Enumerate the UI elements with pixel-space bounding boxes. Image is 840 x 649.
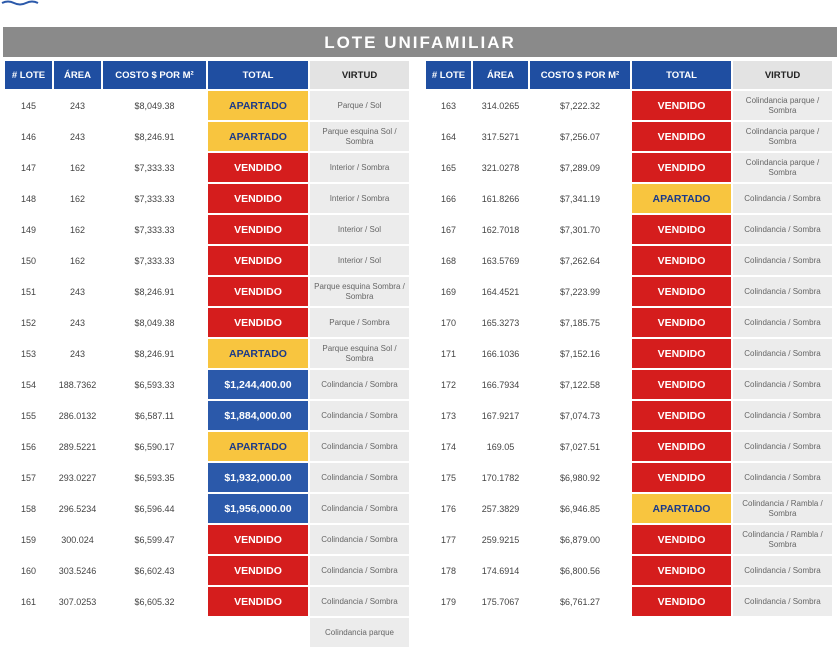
costo-cell: $7,222.32 <box>530 91 630 120</box>
total-status-cell: VENDIDO <box>632 525 731 554</box>
lote-cell: 146 <box>5 122 52 151</box>
virtud-cell: Colindancia / Sombra <box>733 587 832 616</box>
costo-cell: $7,027.51 <box>530 432 630 461</box>
virtud-cell: Colindancia / Sombra <box>310 401 409 430</box>
total-status-cell: APARTADO <box>208 122 308 151</box>
area-cell: 303.5246 <box>54 556 101 585</box>
lote-cell: 147 <box>5 153 52 182</box>
area-cell: 293.0227 <box>54 463 101 492</box>
costo-cell: $7,333.33 <box>103 184 206 213</box>
table-row <box>426 91 832 120</box>
table-row <box>426 370 832 399</box>
total-status-cell: VENDIDO <box>208 308 308 337</box>
total-status-cell: VENDIDO <box>632 153 731 182</box>
lote-cell: 165 <box>426 153 471 182</box>
table-row <box>5 525 409 554</box>
total-status-cell: VENDIDO <box>208 525 308 554</box>
area-cell: 170.1782 <box>473 463 528 492</box>
area-cell: 257.3829 <box>473 494 528 523</box>
header-lote: # LOTE <box>5 61 52 89</box>
lote-cell: 173 <box>426 401 471 430</box>
area-cell: 162 <box>54 184 101 213</box>
costo-cell: $6,800.56 <box>530 556 630 585</box>
table-row <box>426 494 832 523</box>
area-cell: 162 <box>54 246 101 275</box>
table-row <box>5 432 409 461</box>
costo-cell: $8,246.91 <box>103 277 206 306</box>
area-cell: 162 <box>54 153 101 182</box>
header-virtud: VIRTUD <box>310 61 409 89</box>
table-row <box>5 277 409 306</box>
virtud-cell: Interior / Sol <box>310 246 409 275</box>
virtud-cell: Colindancia / Rambla / Sombra <box>733 494 832 523</box>
virtud-cell: Colindancia / Rambla / Sombra <box>733 525 832 554</box>
costo-cell: $6,593.35 <box>103 463 206 492</box>
total-status-cell: VENDIDO <box>632 432 731 461</box>
lote-cell: 148 <box>5 184 52 213</box>
table-row <box>5 401 409 430</box>
total-status-cell <box>208 618 308 647</box>
virtud-cell: Parque / Sombra <box>310 308 409 337</box>
total-status-cell: APARTADO <box>208 339 308 368</box>
total-status-cell: VENDIDO <box>208 153 308 182</box>
lote-cell: 175 <box>426 463 471 492</box>
lote-cell: 149 <box>5 215 52 244</box>
lote-cell: 152 <box>5 308 52 337</box>
total-status-cell: VENDIDO <box>208 587 308 616</box>
virtud-cell: Colindancia / Sombra <box>310 494 409 523</box>
area-cell: 175.7067 <box>473 587 528 616</box>
virtud-cell: Parque / Sol <box>310 91 409 120</box>
table-row <box>426 339 832 368</box>
costo-cell: $6,946.85 <box>530 494 630 523</box>
area-cell: 289.5221 <box>54 432 101 461</box>
area-cell: 162 <box>54 215 101 244</box>
virtud-cell: Parque esquina Sol / Sombra <box>310 122 409 151</box>
lote-cell: 151 <box>5 277 52 306</box>
header-virtud: VIRTUD <box>733 61 832 89</box>
total-status-cell: VENDIDO <box>632 339 731 368</box>
area-cell: 259.9215 <box>473 525 528 554</box>
table-row <box>426 184 832 213</box>
total-status-cell: VENDIDO <box>632 308 731 337</box>
costo-cell: $7,333.33 <box>103 153 206 182</box>
lote-cell: 177 <box>426 525 471 554</box>
table-row <box>5 587 409 616</box>
total-status-cell: VENDIDO <box>632 246 731 275</box>
costo-cell: $6,602.43 <box>103 556 206 585</box>
virtud-cell: Colindancia / Sombra <box>733 184 832 213</box>
virtud-cell: Parque esquina Sol / Sombra <box>310 339 409 368</box>
area-cell: 161.8266 <box>473 184 528 213</box>
virtud-cell: Parque esquina Sombra / Sombra <box>310 277 409 306</box>
table-row <box>5 122 409 151</box>
area-cell: 174.6914 <box>473 556 528 585</box>
costo-cell: $7,074.73 <box>530 401 630 430</box>
area-cell: 243 <box>54 339 101 368</box>
table-row <box>426 587 832 616</box>
virtud-cell: Colindancia / Sombra <box>733 215 832 244</box>
virtud-cell: Colindancia / Sombra <box>733 556 832 585</box>
virtud-cell: Colindancia / Sombra <box>310 463 409 492</box>
table-row <box>5 494 409 523</box>
table-row <box>5 246 409 275</box>
area-cell: 317.5271 <box>473 122 528 151</box>
total-status-cell: VENDIDO <box>208 184 308 213</box>
virtud-cell: Colindancia / Sombra <box>733 370 832 399</box>
costo-cell: $6,587.11 <box>103 401 206 430</box>
virtud-cell: Interior / Sombra <box>310 184 409 213</box>
total-status-cell: VENDIDO <box>208 556 308 585</box>
total-status-cell: APARTADO <box>632 184 731 213</box>
table-row <box>426 432 832 461</box>
header-area: ÁREA <box>54 61 101 89</box>
area-cell <box>54 618 101 647</box>
total-status-cell: VENDIDO <box>632 215 731 244</box>
virtud-cell: Colindancia parque / Sombra <box>733 122 832 151</box>
area-cell: 314.0265 <box>473 91 528 120</box>
area-cell: 164.4521 <box>473 277 528 306</box>
lots-table-right <box>424 59 834 630</box>
virtud-cell: Interior / Sombra <box>310 153 409 182</box>
costo-cell: $6,980.92 <box>530 463 630 492</box>
header-costo: COSTO $ POR M² <box>530 61 630 89</box>
costo-cell: $7,185.75 <box>530 308 630 337</box>
virtud-cell: Interior / Sol <box>310 215 409 244</box>
header-total: TOTAL <box>208 61 308 89</box>
costo-cell: $6,590.17 <box>103 432 206 461</box>
header-area: ÁREA <box>473 61 528 89</box>
virtud-cell: Colindancia parque / Sombra <box>733 153 832 182</box>
costo-cell: $7,152.16 <box>530 339 630 368</box>
page-title: LOTE UNIFAMILIAR <box>3 27 837 57</box>
logo-wave-icon <box>0 0 60 8</box>
lote-cell: 163 <box>426 91 471 120</box>
costo-cell: $6,879.00 <box>530 525 630 554</box>
table-row <box>426 525 832 554</box>
total-status-cell: VENDIDO <box>208 277 308 306</box>
lote-cell: 159 <box>5 525 52 554</box>
costo-cell: $6,596.44 <box>103 494 206 523</box>
area-cell: 286.0132 <box>54 401 101 430</box>
lote-cell: 166 <box>426 184 471 213</box>
table-row <box>5 308 409 337</box>
virtud-cell: Colindancia / Sombra <box>733 308 832 337</box>
lote-cell: 164 <box>426 122 471 151</box>
area-cell: 163.5769 <box>473 246 528 275</box>
area-cell: 321.0278 <box>473 153 528 182</box>
area-cell: 296.5234 <box>54 494 101 523</box>
table-row <box>426 153 832 182</box>
area-cell: 243 <box>54 91 101 120</box>
costo-cell: $8,049.38 <box>103 308 206 337</box>
table-row <box>426 277 832 306</box>
table-row <box>426 122 832 151</box>
costo-cell: $7,333.33 <box>103 246 206 275</box>
total-status-cell: VENDIDO <box>632 401 731 430</box>
lote-cell: 155 <box>5 401 52 430</box>
total-status-cell: VENDIDO <box>632 91 731 120</box>
lote-cell: 174 <box>426 432 471 461</box>
area-cell: 169.05 <box>473 432 528 461</box>
table-row <box>426 215 832 244</box>
lote-cell: 179 <box>426 587 471 616</box>
area-cell: 165.3273 <box>473 308 528 337</box>
header-lote: # LOTE <box>426 61 471 89</box>
table-row <box>426 401 832 430</box>
virtud-cell: Colindancia parque / Sombra <box>733 91 832 120</box>
virtud-cell: Colindancia / Sombra <box>310 587 409 616</box>
table-row <box>5 215 409 244</box>
area-cell: 300.024 <box>54 525 101 554</box>
table-row <box>5 339 409 368</box>
table-row <box>426 246 832 275</box>
costo-cell: $6,593.33 <box>103 370 206 399</box>
total-status-cell: APARTADO <box>208 91 308 120</box>
lote-cell: 158 <box>5 494 52 523</box>
lote-cell: 157 <box>5 463 52 492</box>
table-row <box>5 91 409 120</box>
costo-cell: $7,341.19 <box>530 184 630 213</box>
costo-cell: $6,599.47 <box>103 525 206 554</box>
costo-cell: $7,333.33 <box>103 215 206 244</box>
lote-cell: 169 <box>426 277 471 306</box>
costo-cell <box>103 618 206 647</box>
table-row <box>5 153 409 182</box>
table-row <box>5 618 409 647</box>
costo-cell: $7,223.99 <box>530 277 630 306</box>
lote-cell: 161 <box>5 587 52 616</box>
virtud-cell: Colindancia / Sombra <box>310 556 409 585</box>
table-row <box>5 556 409 585</box>
total-status-cell: VENDIDO <box>632 463 731 492</box>
area-cell: 243 <box>54 277 101 306</box>
costo-cell: $8,049.38 <box>103 91 206 120</box>
virtud-cell: Colindancia / Sombra <box>310 432 409 461</box>
area-cell: 166.7934 <box>473 370 528 399</box>
costo-cell: $6,761.27 <box>530 587 630 616</box>
area-cell: 188.7362 <box>54 370 101 399</box>
area-cell: 166.1036 <box>473 339 528 368</box>
costo-cell: $7,122.58 <box>530 370 630 399</box>
total-status-cell: VENDIDO <box>208 215 308 244</box>
lote-cell: 170 <box>426 308 471 337</box>
area-cell: 307.0253 <box>54 587 101 616</box>
costo-cell: $7,289.09 <box>530 153 630 182</box>
virtud-cell: Colindancia / Sombra <box>310 370 409 399</box>
virtud-cell: Colindancia / Sombra <box>733 432 832 461</box>
lote-cell: 171 <box>426 339 471 368</box>
total-status-cell: VENDIDO <box>208 246 308 275</box>
costo-cell: $7,256.07 <box>530 122 630 151</box>
table-row <box>5 463 409 492</box>
area-cell: 167.9217 <box>473 401 528 430</box>
total-status-cell: VENDIDO <box>632 277 731 306</box>
header-total: TOTAL <box>632 61 731 89</box>
lote-cell: 156 <box>5 432 52 461</box>
lote-cell: 145 <box>5 91 52 120</box>
costo-cell: $6,605.32 <box>103 587 206 616</box>
lote-cell <box>5 618 52 647</box>
virtud-cell: Colindancia parque <box>310 618 409 647</box>
area-cell: 243 <box>54 308 101 337</box>
lots-table-left <box>3 59 411 637</box>
costo-cell: $8,246.91 <box>103 122 206 151</box>
total-status-cell: VENDIDO <box>632 556 731 585</box>
total-status-cell: APARTADO <box>632 494 731 523</box>
virtud-cell: Colindancia / Sombra <box>310 525 409 554</box>
total-status-cell: VENDIDO <box>632 370 731 399</box>
lote-cell: 176 <box>426 494 471 523</box>
virtud-cell: Colindancia / Sombra <box>733 339 832 368</box>
total-status-cell: VENDIDO <box>632 122 731 151</box>
lote-cell: 167 <box>426 215 471 244</box>
lote-cell: 153 <box>5 339 52 368</box>
lote-cell: 168 <box>426 246 471 275</box>
area-cell: 162.7018 <box>473 215 528 244</box>
table-row <box>426 308 832 337</box>
header-costo: COSTO $ POR M² <box>103 61 206 89</box>
table-row <box>426 463 832 492</box>
total-status-cell: VENDIDO <box>632 587 731 616</box>
lote-cell: 150 <box>5 246 52 275</box>
total-status-cell: $1,932,000.00 <box>208 463 308 492</box>
costo-cell: $7,301.70 <box>530 215 630 244</box>
total-status-cell: APARTADO <box>208 432 308 461</box>
lote-cell: 160 <box>5 556 52 585</box>
virtud-cell: Colindancia / Sombra <box>733 246 832 275</box>
costo-cell: $7,262.64 <box>530 246 630 275</box>
table-row <box>5 370 409 399</box>
virtud-cell: Colindancia / Sombra <box>733 277 832 306</box>
table-row <box>426 556 832 585</box>
lote-cell: 172 <box>426 370 471 399</box>
virtud-cell: Colindancia / Sombra <box>733 463 832 492</box>
table-row <box>5 184 409 213</box>
lote-cell: 154 <box>5 370 52 399</box>
costo-cell: $8,246.91 <box>103 339 206 368</box>
virtud-cell: Colindancia / Sombra <box>733 401 832 430</box>
total-status-cell: $1,244,400.00 <box>208 370 308 399</box>
total-status-cell: $1,884,000.00 <box>208 401 308 430</box>
area-cell: 243 <box>54 122 101 151</box>
lote-cell: 178 <box>426 556 471 585</box>
total-status-cell: $1,956,000.00 <box>208 494 308 523</box>
